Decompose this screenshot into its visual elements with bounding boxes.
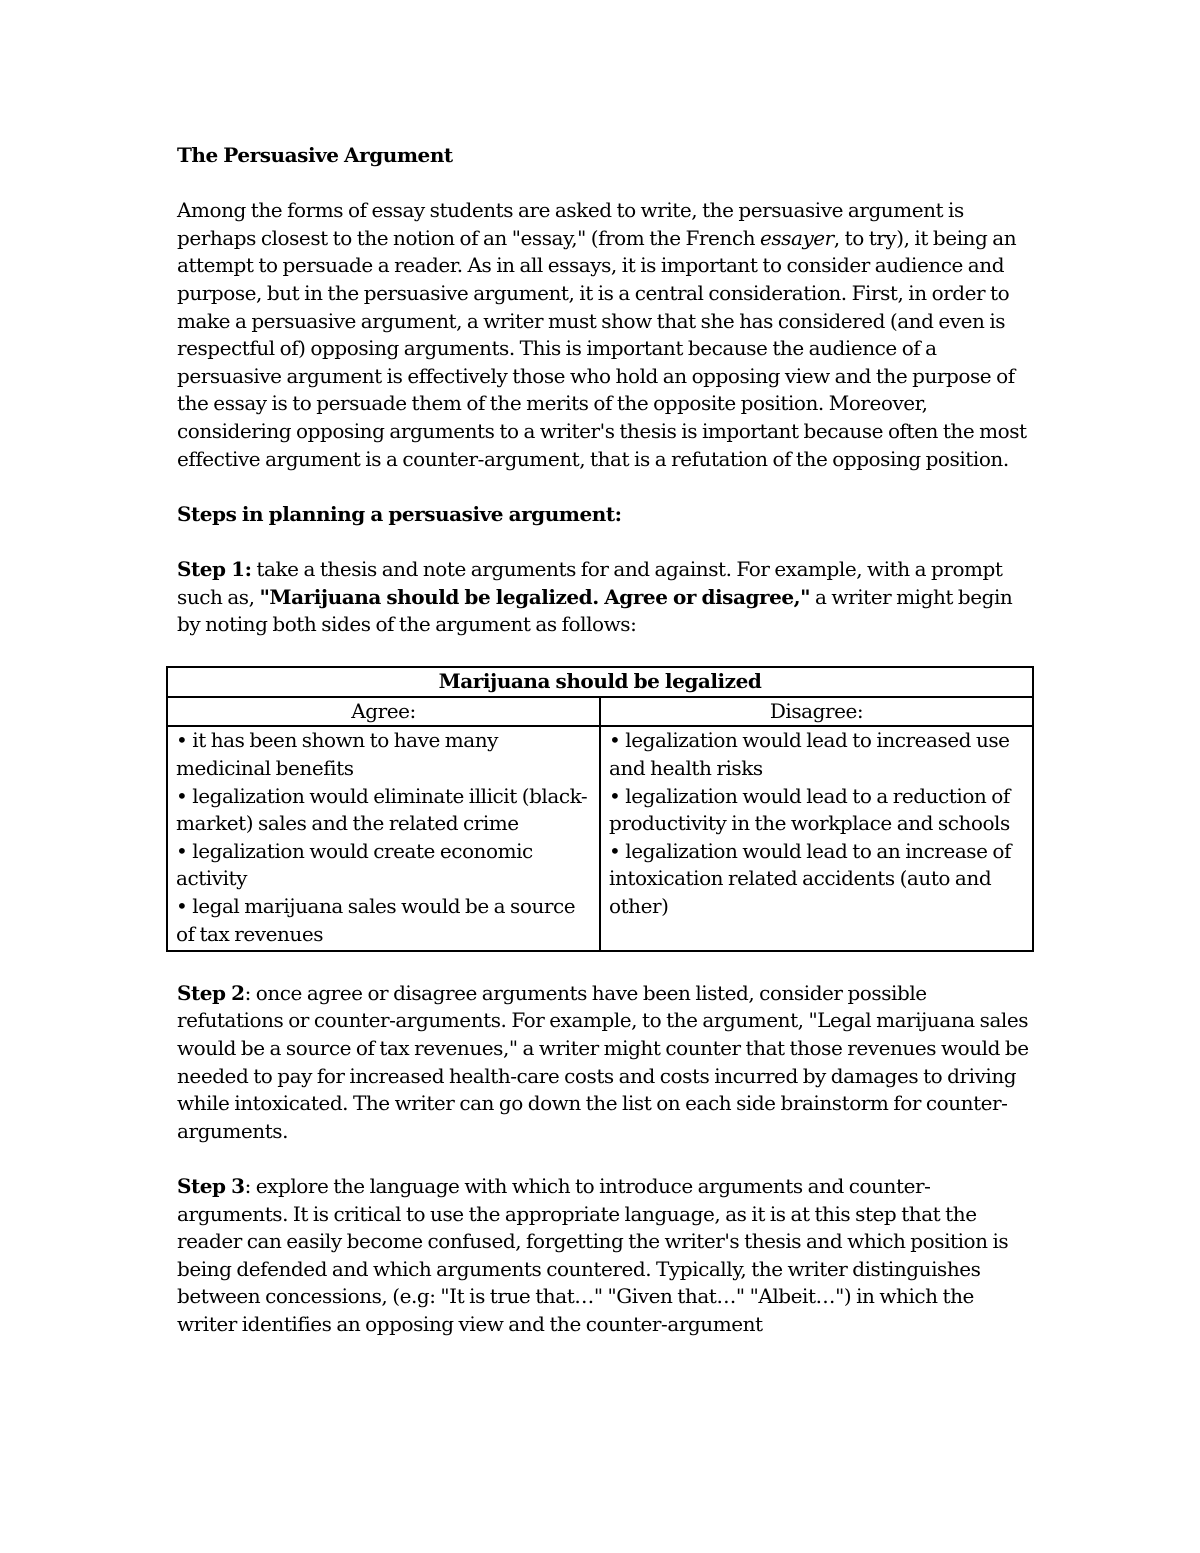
step1-text2: a writer might begin by noting both sides of the argument as follows: [177,584,1013,637]
step3-text: : explore the language with which to introduce arguments and counter-arguments. It is critical to use the appropriate language, as it is at this step that the reader can easily become confused, forgetting the writer's thesis and which position is being defended and which arguments countered. Typically, the writer distinguishes between concessions, (e.g: "It is true that…" "Given that…" "Albeit…") in which the writer identifies an opposing view and the counter-argument [177,1173,1009,1336]
agree-item: • legal marijuana sales would be a source of tax revenues [176,894,576,946]
table-title: Marijuana should be legalized [167,667,1033,697]
step2-text: : once agree or disagree arguments have been listed, consider possible refutations or counter-arguments. For example, to the argument, "Legal marijuana sales would be a source of tax revenues," a writer might counter that those revenues would be needed to pay for increased health-care costs and costs incurred by damages to driving while intoxicated. The writer can go down the list on each side brainstorm for counter-arguments. [177,980,1029,1143]
step1-label: Step 1: [177,556,252,581]
document-title: The Persuasive Argument [177,143,453,167]
step1-text1: take a thesis and note arguments for and against. For example, with a prompt such as, [177,556,1003,609]
intro-text-part2: , to try), it being an attempt to persuade a reader. As in all essays, it is important to consider audience and purpose, but in the persuasive argument, it is a central consideration. First, in order to make a persuasive argument, a writer must show that she has considered (and even is respectful of) opposing arguments. This is important because the audience of a persuasive argument is effectively those who hold an opposing view and the purpose of the essay is to persuade them of the merits of the opposite position. Moreover, considering opposing arguments to a writer's thesis is important because often the most effective argument is a counter-argument, that is a refutation of the opposing position. [177,225,1027,471]
step2-label: Step 2 [177,980,245,1005]
argument-table [166,666,1034,952]
step1-paragraph [177,556,1037,639]
intro-paragraph [177,197,1037,473]
argument-table-wrapper [166,666,1034,952]
agree-column [167,726,600,951]
disagree-column [600,726,1033,951]
disagree-item: • legalization would lead to an increase of intoxication related accidents (auto and other) [609,838,1011,919]
step3-label: Step 3 [177,1173,245,1198]
agree-item: • legalization would eliminate illicit (black-market) sales and the related crime [176,783,588,836]
step3-paragraph [177,1173,1037,1339]
intro-text-part1: Among the forms of essay students are asked to write, the persuasive argument is perhaps closest to the notion of an "essay," (from the French [177,198,964,250]
steps-heading: Steps in planning a persuasive argument: [177,501,622,526]
step2-paragraph [177,980,1037,1146]
disagree-header: Disagree: [600,697,1033,727]
document-page [177,142,1037,1366]
disagree-item: • legalization would lead to increased use and health risks [609,728,1010,781]
disagree-item: • legalization would lead to a reduction of productivity in the workplace and schools [609,783,1010,836]
step1-prompt: "Marijuana should be legalized. Agree or disagree," [259,584,811,609]
intro-italic-term: essayer [759,225,834,250]
agree-item: • it has been shown to have many medicinal benefits [176,728,499,781]
agree-header: Agree: [167,697,600,727]
agree-item: • legalization would create economic activity [176,838,533,891]
